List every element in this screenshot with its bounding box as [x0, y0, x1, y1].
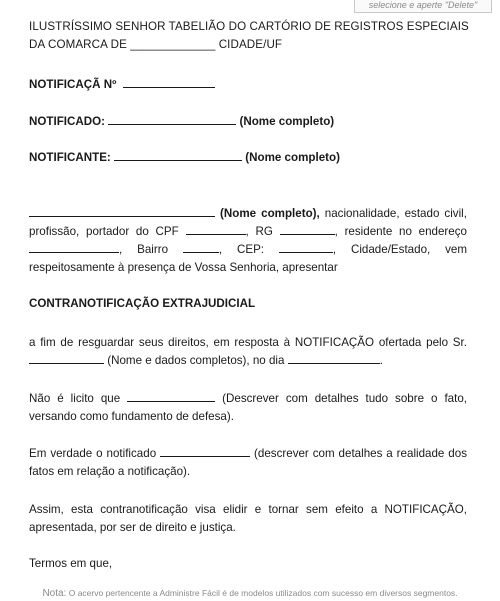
party-name-hint: (Nome completo), [220, 207, 320, 220]
paragraph-3 [29, 445, 467, 481]
party-line-1 [29, 205, 467, 223]
notificacao-label: NOTIFICAÇÃ Nº [29, 78, 117, 91]
paragraph-3-lead: Em verdade o notificado [29, 447, 157, 460]
party-address-label: , residente no endereço [334, 225, 467, 238]
notificante-name-blank [29, 353, 104, 364]
notificacao-number [29, 77, 215, 91]
fact-blank [127, 391, 215, 402]
party-comma: , [119, 243, 123, 256]
paragraph-3-tail: (descrever com detalhes a realidade dos [254, 447, 468, 460]
paragraph-2-tail: (Descrever com detalhes tudo sobre o fato, [222, 392, 467, 405]
paragraph-2-line-1 [29, 390, 467, 408]
bairro-blank [183, 242, 219, 253]
address-line-2 [29, 36, 467, 54]
address-line-1: ILUSTRÍSSIMO SENHOR TABELIÃO DO CARTÓRIO DE REGISTROS ESPECIAIS [29, 20, 469, 33]
notificado-label: NOTIFICADO: [29, 115, 105, 128]
footer-note [0, 586, 500, 600]
footer-nota-label: Nota: [42, 588, 67, 599]
paragraph-1-period: . [379, 354, 383, 367]
party-line-4: respeitosamente à presença de Vossa Senhoria, apresentar [29, 261, 338, 274]
delete-hint-box: selecione e aperte "Delete" [354, 0, 492, 13]
paragraph-4-line-2: apresentada, por ser de direito e justiça. [29, 521, 236, 534]
party-line-3 [29, 241, 467, 259]
cpf-blank [186, 224, 246, 235]
party-line-2 [29, 223, 467, 241]
party-bairro-label: Bairro [137, 243, 169, 256]
notificacao-number-blank [123, 77, 215, 88]
address-street-blank [29, 242, 119, 253]
party-name-blank [29, 206, 215, 217]
address-comarca: DA COMARCA DE [29, 38, 131, 51]
party-paragraph [29, 205, 467, 277]
party-line-1-tail: nacionalidade, estado civil, [324, 207, 467, 220]
notificado-blank [108, 114, 236, 125]
rg-blank [280, 224, 335, 235]
paragraph-4 [29, 501, 467, 537]
closing-text: Termos em que, [29, 557, 113, 570]
section-title: CONTRANOTIFICAÇÃO EXTRAJUDICIAL [29, 297, 256, 310]
paragraph-4-line-1: Assim, esta contranotificação visa elidir e tornar sem efeito a NOTIFICAÇÃO, [29, 503, 467, 516]
paragraph-1-text: (Nome e dados completos), no dia [107, 354, 285, 367]
notificante-blank [114, 150, 242, 161]
paragraph-2 [29, 390, 467, 426]
reality-blank [160, 446, 250, 457]
address-city: CIDADE/UF [215, 38, 283, 51]
address-blank: _____________ [130, 38, 216, 51]
paragraph-3-line-1 [29, 445, 467, 463]
notificado-field [29, 114, 334, 128]
paragraph-2-line-2: versando como fundamento de defesa). [29, 410, 234, 423]
paragraph-2-lead: Não é licito que [29, 392, 121, 405]
paragraph-1-line-1: a fim de resguardar seus direitos, em resposta à NOTIFICAÇÃO ofertada pelo Sr. [29, 336, 467, 349]
notificante-label: NOTIFICANTE: [29, 151, 111, 164]
address-block [29, 18, 467, 54]
party-rg-label: , RG [245, 225, 273, 238]
notificado-hint: (Nome completo) [239, 115, 335, 128]
paragraph-1-line-2 [29, 352, 467, 370]
date-blank [288, 353, 380, 364]
paragraph-1 [29, 334, 467, 370]
cep-blank [279, 242, 333, 253]
notificante-field [29, 150, 340, 164]
notificante-hint: (Nome completo) [245, 151, 340, 164]
footer-text: O acervo pertencente a Administre Fácil é de modelos utilizados com sucesso em diversos segmentos. [68, 588, 458, 598]
party-city-label: , Cidade/Estado, vem [332, 243, 467, 256]
paragraph-3-line-2: fatos em relação a notificação). [29, 465, 191, 478]
party-cep-label: , CEP: [218, 243, 265, 256]
party-cpf-label: profissão, portador do CPF [29, 225, 179, 238]
